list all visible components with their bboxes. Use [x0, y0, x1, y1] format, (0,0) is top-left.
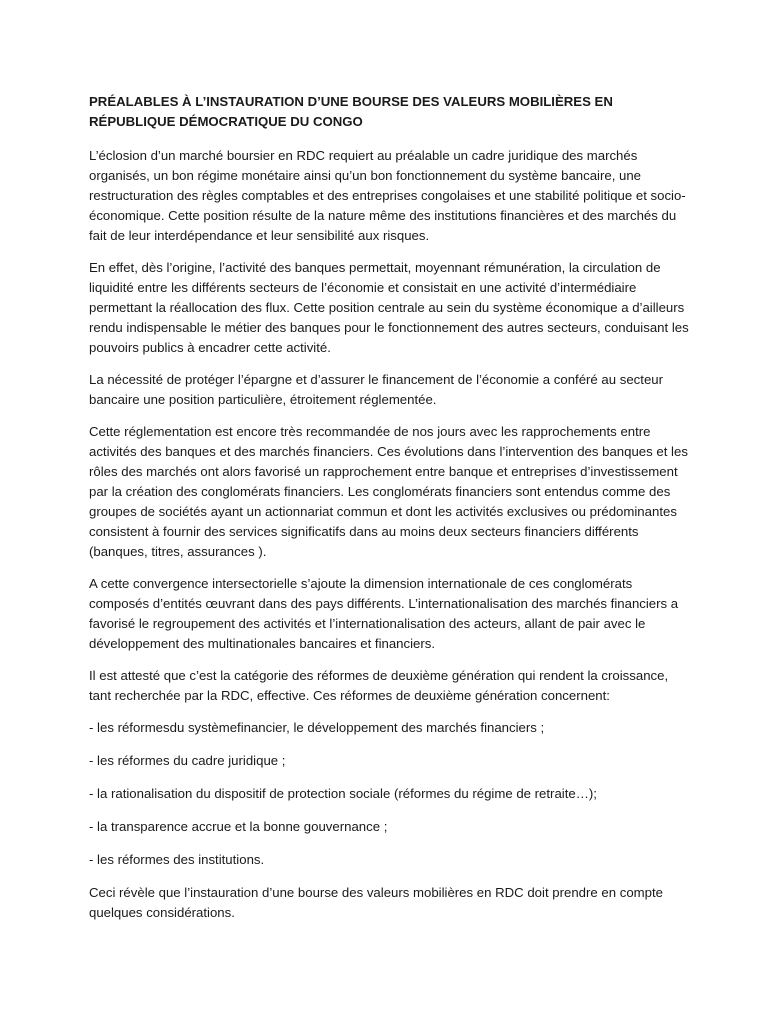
document-page [89, 92, 689, 935]
list-item: - les réformes du cadre juridique ; [89, 753, 286, 768]
paragraph: Cette réglementation est encore très recommandée de nos jours avec les rapprochements entre activités des banques et des marchés financiers. Ces évolutions dans l’intervention des banques et les rôles des marchés ont alors favorisé un rapprochement entre banque et entreprises d’investissement par la création des conglomérats financiers. Les conglomérats financiers sont entendus comme des groupes de sociétés ayant un actionnariat commun et dont les activités exclusives ou prédominantes consistent à fournir des services significatifs dans au moins deux secteurs financiers différents (banques, titres, assurances ). [89, 424, 688, 559]
list-item: - les réformesdu systèmefinancier, le développement des marchés financiers ; [89, 720, 545, 735]
paragraph: La nécessité de protéger l’épargne et d’assurer le financement de l’économie a conféré au secteur bancaire une position particulière, étroitement réglementée. [89, 372, 664, 407]
document-title: PRÉALABLES À L’INSTAURATION D’UNE BOURSE DES VALEURS MOBILIÈRES EN RÉPUBLIQUE DÉMOCRATIQUE DU CONGO [89, 94, 613, 129]
paragraph: L’éclosion d’un marché boursier en RDC requiert au préalable un cadre juridique des marchés organisés, un bon régime monétaire ainsi qu’un bon fonctionnement du système bancaire, une restructuration des règles comptables et des entreprises congolaises et une stabilité politique et socio-économique. Cette position résulte de la nature même des institutions financières et des marchés du fait de leur interdépendance et leur sensibilité aux risques. [89, 148, 686, 243]
list-item: - la rationalisation du dispositif de protection sociale (réformes du régime de retraite…); [89, 786, 597, 801]
list-item: - les réformes des institutions. [89, 852, 265, 867]
paragraph: En effet, dès l’origine, l’activité des banques permettait, moyennant rémunération, la circulation de liquidité entre les différents secteurs de l’économie et consistait en une activité d’intermédiaire permettant la réallocation des flux. Cette position centrale au sein du système économique a d’ailleurs rendu indispensable le métier des banques pour le fonctionnement des autres secteurs, conduisant les pouvoirs publics à encadrer cette activité. [89, 260, 689, 355]
closing-paragraph: Ceci révèle que l’instauration d’une bourse des valeurs mobilières en RDC doit prendre en compte quelques considérations. [89, 885, 663, 920]
paragraph: Il est attesté que c’est la catégorie des réformes de deuxième génération qui rendent la croissance, tant recherchée par la RDC, effective. Ces réformes de deuxième génération concernent: [89, 668, 669, 703]
list-item: - la transparence accrue et la bonne gouvernance ; [89, 819, 388, 834]
paragraph: A cette convergence intersectorielle s’ajoute la dimension internationale de ces conglomérats composés d’entités œuvrant dans des pays différents. L’internationalisation des marchés financiers a favorisé le regroupement des activités et l’internationalisation des acteurs, allant de pair avec le développement des multinationales bancaires et financiers. [89, 576, 679, 651]
